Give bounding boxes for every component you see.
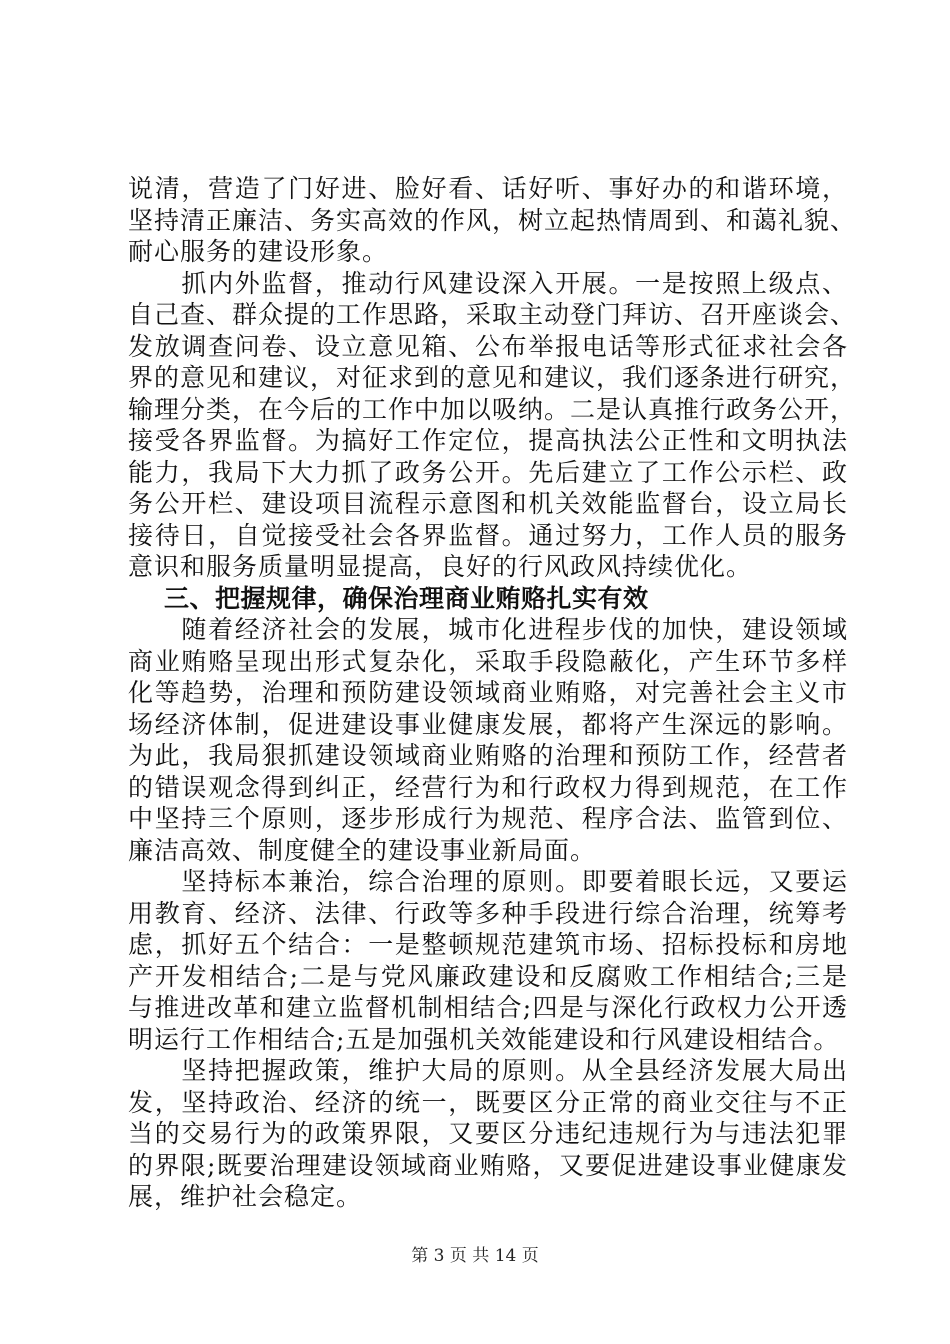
text-line: 意识和服务质量明显提高，良好的行风政风持续优化。 xyxy=(128,552,753,581)
text-line: 接待日，自觉接受社会各界监督。通过努力，工作人员的服务 xyxy=(128,520,848,550)
text-line: 的错误观念得到纠正，经营行为和行政权力得到规范，在工作 xyxy=(128,772,848,802)
text-line: 的界限;既要治理建设领域商业贿赂，又要促进建设事业健康发 xyxy=(128,1150,848,1180)
text-line: 虑，抓好五个结合：一是整顿规范建筑市场、招标投标和房地 xyxy=(128,930,848,959)
text-line: 坚持把握政策，维护大局的原则。从全县经济发展大局出 xyxy=(128,1056,848,1085)
text-line: 坚持标本兼治，综合治理的原则。即要着眼长远，又要运 xyxy=(128,867,848,896)
text-line: 输理分类，在今后的工作中加以吸纳。二是认真推行政务公开， xyxy=(128,394,857,424)
text-line: 发放调查问卷、设立意见箱、公布举报电话等形式征求社会各 xyxy=(128,331,848,361)
text-line: 发，坚持政治、经济的统一，既要区分正常的商业交往与不正 xyxy=(128,1087,848,1117)
text-line: 随着经济社会的发展，城市化进程步伐的加快，建设领域 xyxy=(128,615,848,644)
text-line: 展，维护社会稳定。 xyxy=(128,1182,363,1211)
text-line: 自己查、群众提的工作思路，采取主动登门拜访、召开座谈会、 xyxy=(128,300,857,329)
document-body xyxy=(128,173,857,1213)
text-line: 当的交易行为的政策界限，又要区分违纪违规行为与违法犯罪 xyxy=(128,1119,848,1148)
text-line: 中坚持三个原则，逐步形成行为规范、程序合法、监管到位、 xyxy=(128,804,848,833)
text-line: 务公开栏、建设项目流程示意图和机关效能监督台，设立局长 xyxy=(128,489,848,518)
text-line: 商业贿赂呈现出形式复杂化，采取手段隐蔽化，产生环节多样 xyxy=(128,646,848,676)
text-line: 抓内外监督，推动行风建设深入开展。一是按照上级点、 xyxy=(128,268,848,298)
text-line: 界的意见和建议，对征求到的意见和建议，我们逐条进行研究， xyxy=(128,363,857,392)
text-line: 为此，我局狠抓建设领域商业贿赂的治理和预防工作，经营者 xyxy=(128,741,848,770)
text-line: 产开发相结合;二是与党风廉政建设和反腐败工作相结合;三是 xyxy=(128,961,848,991)
section-heading: 三、把握规律，确保治理商业贿赂扎实有效 xyxy=(164,583,649,613)
text-line: 场经济体制，促进建设事业健康发展，都将产生深远的影响。 xyxy=(128,709,848,739)
text-line: 说清，营造了门好进、脸好看、话好听、事好办的和谐环境， xyxy=(128,174,848,203)
text-line: 用教育、经济、法律、行政等多种手段进行综合治理，统筹考 xyxy=(128,898,848,928)
text-line: 明运行工作相结合;五是加强机关效能建设和行风建设相结合。 xyxy=(128,1024,840,1054)
text-line: 廉洁高效、制度健全的建设事业新局面。 xyxy=(128,835,597,865)
text-line: 接受各界监督。为搞好工作定位，提高执法公正性和文明执法 xyxy=(128,426,848,455)
text-line: 与推进改革和建立监督机制相结合;四是与深化行政权力公开透 xyxy=(128,993,848,1022)
text-line: 耐心服务的建设形象。 xyxy=(128,237,389,266)
text-line: 化等趋势，治理和预防建设领域商业贿赂，对完善社会主义市 xyxy=(128,678,848,707)
page-number-footer: 第 3 页 共 14 页 xyxy=(411,1246,539,1266)
text-line: 坚持清正廉洁、务实高效的作风，树立起热情周到、和蔼礼貌、 xyxy=(128,205,857,235)
text-line: 能力，我局下大力抓了政务公开。先后建立了工作公示栏、政 xyxy=(128,457,848,487)
